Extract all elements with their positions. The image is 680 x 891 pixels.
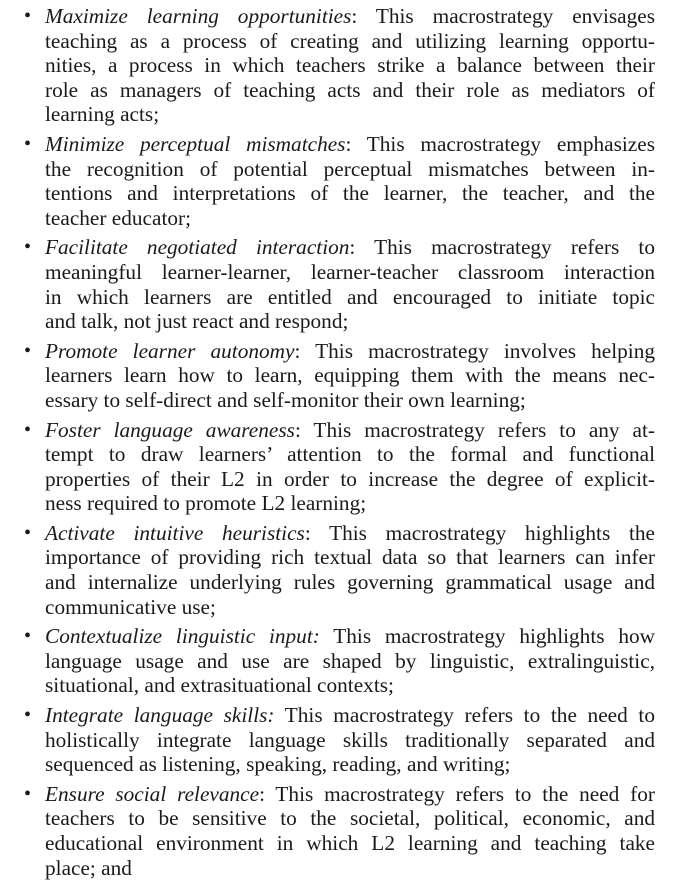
text-line: communicative use; (45, 594, 216, 619)
text-line: importance of providing rich textual data so that learners can infer (45, 545, 655, 570)
list-item (0, 339, 655, 413)
text-line: learners learn how to learn, equipping them with the means nec- (45, 363, 655, 388)
strategy-term: Maximize learning opportunities (45, 4, 352, 28)
macrostrategy-list (0, 4, 680, 885)
text-line (45, 4, 655, 29)
strategy-term: Integrate language skills: (45, 703, 275, 728)
strategy-description: : This macrostrategy highlights the (304, 520, 655, 545)
strategy-description: : This macrostrategy refers to any at- (294, 417, 656, 442)
list-item (0, 235, 655, 333)
text-line (45, 418, 655, 443)
text-line: tempt to draw learners’ attention to the formal and functional (45, 442, 655, 467)
strategy-description: This macrostrategy highlights how (319, 624, 655, 649)
list-item (0, 624, 655, 698)
list-item (0, 521, 655, 619)
text-line: in which learners are entitled and encouraged to initiate topic (45, 284, 655, 309)
text-line: and talk, not just react and respond; (45, 309, 349, 334)
text-line: sequenced as listening, speaking, reading, and writing; (45, 752, 511, 777)
strategy-description: : This macrostrategy emphasizes (345, 131, 655, 156)
bullet-icon: • (24, 236, 32, 259)
text-line: language usage and use are shaped by linguistic, extralinguistic, (45, 648, 655, 673)
text-line: properties of their L2 in order to increase the degree of explicit- (45, 466, 655, 491)
text-line: holistically integrate language skills traditionally separated and (45, 727, 655, 752)
bullet-icon: • (24, 132, 32, 155)
bullet-icon: • (24, 339, 32, 362)
text-line (45, 703, 655, 728)
bullet-icon: • (24, 782, 32, 805)
strategy-description: : This macrostrategy refers to the need for (259, 781, 655, 806)
text-line: teacher educator; (45, 205, 192, 230)
text-line: place; and (45, 855, 132, 880)
list-item (0, 132, 655, 230)
bullet-icon: • (24, 418, 32, 441)
strategy-description: : This macrostrategy involves helping (294, 338, 655, 363)
bullet-icon: • (24, 521, 32, 544)
bullet-icon: • (24, 5, 32, 27)
text-line: nities, a process in which teachers strike a balance between their (45, 53, 655, 78)
list-item (0, 782, 655, 880)
list-item (0, 418, 655, 516)
text-line: teaching as a process of creating and utilizing learning opportu- (45, 28, 655, 53)
strategy-term: Contextualize linguistic input: (45, 624, 320, 649)
strategy-description: : This macrostrategy refers to (349, 235, 655, 260)
text-line: situational, and extrasituational contexts; (45, 673, 394, 698)
text-line: essary to self-direct and self-monitor their own learning; (45, 387, 526, 412)
list-item (0, 4, 655, 127)
strategy-term: Foster language awareness (45, 417, 295, 442)
text-line: ness required to promote L2 learning; (45, 491, 367, 516)
strategy-term: Minimize perceptual mismatches (45, 131, 346, 156)
text-line: tentions and interpretations of the learner, the teacher, and the (45, 181, 655, 206)
strategy-description: : This macrostrategy envisages (351, 4, 655, 28)
strategy-term: Promote learner autonomy (45, 338, 295, 363)
text-line: educational environment in which L2 learning and teaching take (45, 831, 655, 855)
text-line (45, 132, 655, 157)
text-line (45, 782, 655, 807)
text-line: learning acts; (45, 102, 160, 127)
strategy-term: Facilitate negotiated interaction (45, 235, 350, 260)
text-line: teachers to be sensitive to the societal, political, economic, and (45, 806, 655, 831)
text-line (45, 521, 655, 546)
list-item (0, 703, 655, 777)
text-line (45, 624, 655, 649)
bullet-icon: • (24, 625, 32, 648)
text-line: the recognition of potential perceptual mismatches between in- (45, 156, 655, 181)
strategy-term: Ensure social relevance (45, 781, 260, 806)
bullet-icon: • (24, 704, 32, 727)
text-line: meaningful learner-learner, learner-teacher classroom interaction (45, 259, 655, 284)
text-line (45, 235, 655, 260)
text-line: role as managers of teaching acts and their role as mediators of (45, 77, 655, 102)
strategy-description: This macrostrategy refers to the need to (274, 703, 655, 728)
text-line (45, 339, 655, 364)
strategy-term: Activate intuitive heuristics (45, 520, 305, 545)
text-line: and internalize underlying rules governing grammatical usage and (45, 570, 655, 595)
